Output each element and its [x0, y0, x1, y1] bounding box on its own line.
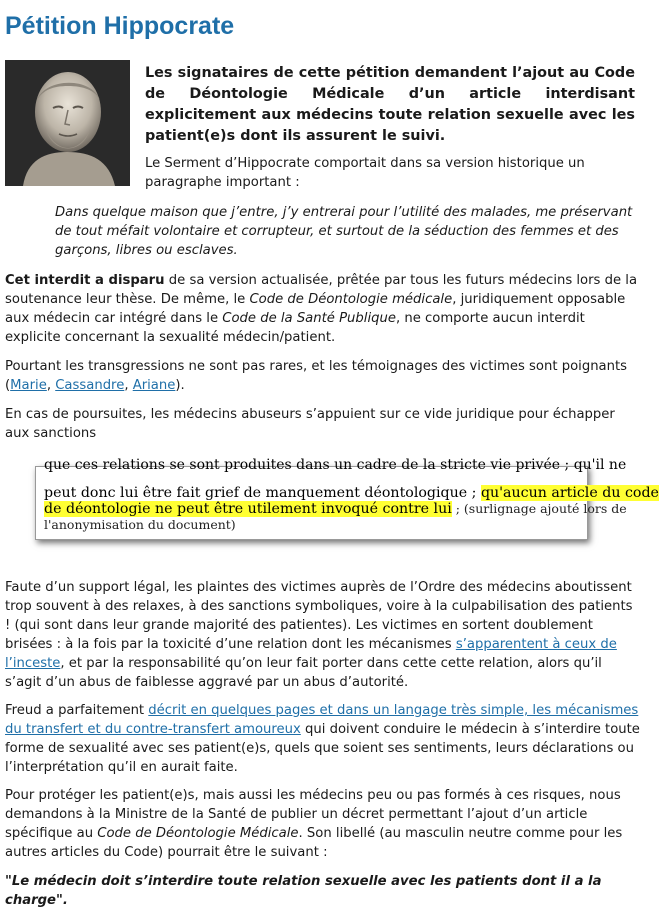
- paragraph-poursuites: En cas de poursuites, les médecins abuseurs s’appuient sur ce vide juridique pour échapper aux sanctions: [5, 407, 615, 441]
- paragraph-interdit: [5, 271, 641, 347]
- text: . Son libellé (au masculin neutre comme pour les autres articles du Code) pourrait être le suivant :: [5, 826, 623, 860]
- text: Pourtant les transgressions ne sont pas rares, et les témoignages des victimes sont poignants (: [5, 359, 628, 393]
- bold-lead: Cet interdit a disparu: [5, 273, 165, 288]
- excerpt-line-2: [44, 501, 627, 517]
- excerpt-text: peut donc lui être fait grief de manquement déontologique ;: [44, 485, 481, 501]
- highlighted-text: qu'aucun article du code: [480, 485, 659, 501]
- text: Faute d’un support légal, les plaintes des victimes auprès de l’Ordre des médecins aboutissent trop souvent à des relaxes, à des sanctions symboliques, voire à la culpabilisation des patients ! (qui sont dans leur grande majorité des patientes). Les victimes en sortent doublement brisées : à la fois par la toxicité d’une relation dont les mécanismes: [5, 580, 633, 652]
- text: qui doivent conduire le médecin à s’interdire toute forme de sexualité avec ses patient(e)s, quels que soient ses sentiments, leurs déclarations ou l’interprétation qu’il en aurait faite.: [5, 722, 640, 775]
- paragraph-temoignages: [5, 357, 641, 395]
- text: Pour protéger les patient(e)s, mais aussi les médecins peu ou pas formés à ces risques, nous demandons à la Ministre de la Santé de publier un décret permettant l’ajout d’un article spécifique au: [5, 788, 621, 841]
- link-ariane[interactable]: Ariane: [132, 378, 176, 393]
- excerpt-line-3: l'anonymisation du document): [44, 517, 236, 532]
- code-sante-ref: Code de la Santé Publique: [222, 311, 396, 326]
- hippocrates-portrait: [5, 60, 130, 186]
- text: , juridiquement opposable aux médecin car intégré dans le: [5, 292, 626, 326]
- serment-quote: Dans quelque maison que j’entre, j’y entrerai pour l’utilité des malades, me préservant de tout méfait volontaire et corrupteur, et surtout de la séduction des femmes et des garçons, libres ou esclaves.: [55, 205, 633, 258]
- link-cassandre[interactable]: Cassandre: [55, 378, 125, 393]
- document-excerpt: [35, 457, 659, 540]
- code-deontologie-ref: Code de Déontologie Médicale: [97, 826, 299, 841]
- bust-image: [5, 60, 130, 186]
- link-marie[interactable]: Marie: [10, 378, 47, 393]
- excerpt-note: ; (surlignage ajouté lors de: [451, 501, 627, 516]
- text: , ne comporte aucun interdit explicite concernant la sexualité médecin/patient.: [5, 311, 585, 345]
- paragraph-demande: [5, 786, 641, 862]
- paragraph-freud: [5, 701, 641, 777]
- text: , et par la responsabilité qu’on leur fait porter dans cette cette relation, alors qu’il s’agit d’un abus de faiblesse aggravé par un abus d’autorité.: [5, 656, 602, 690]
- separator: ,: [124, 378, 133, 393]
- link-transfert[interactable]: décrit en quelques pages et dans un langage très simple, les mécanismes du transfert et du contre-transfert amoureux: [5, 703, 639, 737]
- petition-intro: Les signataires de cette pétition demandent l’ajout au Code de Déontologie Médicale d’un article interdisant explicitement aux médecins toute relation sexuelle avec les patient(e)s dont ils assurent le suivi.: [145, 65, 635, 144]
- paragraph-plaintes: [5, 578, 641, 692]
- separator: ,: [46, 378, 56, 393]
- highlighted-text: de déontologie ne peut être utilement invoqué contre lui: [44, 501, 452, 517]
- code-deontologie-ref: Code de Déontologie médicale: [249, 292, 453, 307]
- excerpt-cut-line: que ces relations se sont produites dans un cadre de la stricte vie privée ; qu'il ne: [44, 457, 627, 473]
- proposed-article: "Le médecin doit s’interdire toute relation sexuelle avec les patients dont il a la charge".: [5, 874, 602, 908]
- serment-paragraph: Le Serment d’Hippocrate comportait dans sa version historique un paragraphe important :: [145, 156, 585, 190]
- excerpt-line-1: [44, 485, 659, 501]
- page-title: Pétition Hippocrate: [5, 12, 235, 40]
- text: Freud a parfaitement: [5, 703, 149, 718]
- text: ).: [175, 378, 185, 393]
- link-inceste[interactable]: s’apparentent à ceux de l’inceste: [5, 637, 617, 671]
- text: de sa version actualisée, prêtée par tous les futurs médecins lors de la soutenance leur thèse. De même, le: [5, 273, 638, 307]
